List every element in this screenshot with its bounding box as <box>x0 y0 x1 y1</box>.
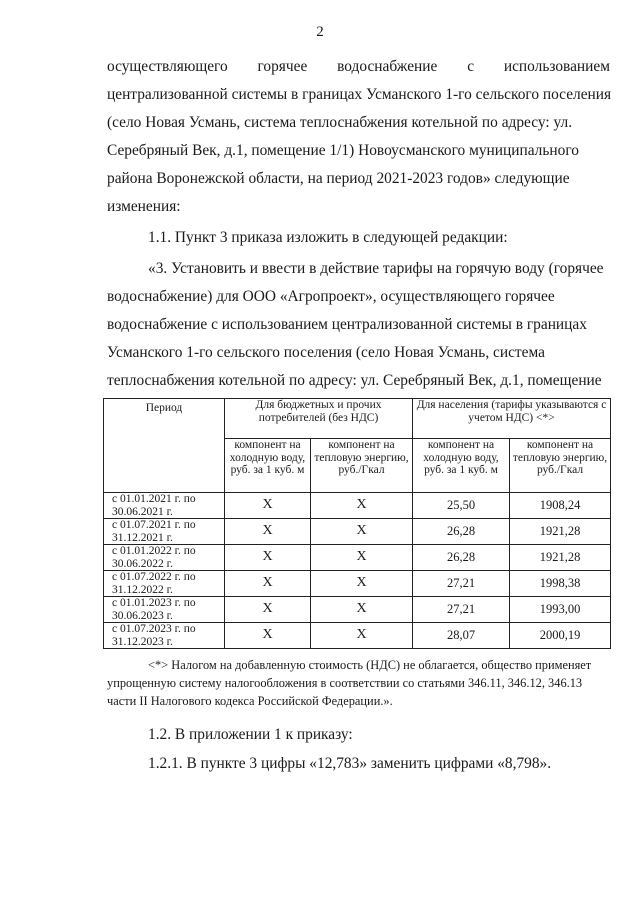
period-cell: с 01.01.2023 г. по 30.06.2023 г. <box>104 597 225 623</box>
intro-line-4: Серебряный Век, д.1, помещение 1/1) Новоусманского муниципального <box>107 142 579 159</box>
item-1-2-1: 1.2.1. В пункте 3 цифры «12,783» заменить цифрами «8,798». <box>148 755 552 772</box>
period-cell: с 01.07.2022 г. по 31.12.2022 г. <box>104 571 225 597</box>
period-cell: с 01.01.2021 г. по 30.06.2021 г. <box>104 493 225 519</box>
population-cold-cell: 28,07 <box>413 623 510 649</box>
budget-heat-cell: Х <box>311 571 413 597</box>
budget-cold-cell: Х <box>225 493 311 519</box>
intro-line-6: изменения: <box>107 198 181 215</box>
budget-cold-cell: Х <box>225 623 311 649</box>
intro-line-1-word: горячее <box>257 58 308 75</box>
intro-line-5: района Воронежской области, на период 2021-2023 годов» следующие <box>107 170 570 187</box>
budget-heat-cell: Х <box>311 519 413 545</box>
budget-cold-cell: Х <box>225 597 311 623</box>
page-number: 2 <box>316 24 324 40</box>
budget-cold-cell: Х <box>225 545 311 571</box>
budget-heat-cell: Х <box>311 623 413 649</box>
population-heat-cell: 1998,38 <box>510 571 611 597</box>
intro-line-3: (село Новая Усмань, система теплоснабжения котельной по адресу: ул. <box>107 114 573 131</box>
header-budget-cold-water: компонент на холодную воду, руб. за 1 куб. м <box>225 439 311 493</box>
population-cold-cell: 26,28 <box>413 545 510 571</box>
table-row <box>104 623 611 649</box>
table-row <box>104 519 611 545</box>
header-budget-group: Для бюджетных и прочих потребителей (без НДС) <box>225 399 413 439</box>
header-budget-heat-energy: компонент на тепловую энергию, руб./Гкал <box>311 439 413 493</box>
population-heat-cell: 1908,24 <box>510 493 611 519</box>
intro-line-1-word: водоснабжение <box>337 58 438 75</box>
item-1-1: 1.1. Пункт 3 приказа изложить в следующей редакции: <box>148 229 508 246</box>
tariff-table <box>103 398 611 649</box>
quote-line-4: Усманского 1-го сельского поселения (село Новая Усмань, система <box>107 344 545 361</box>
population-cold-cell: 25,50 <box>413 493 510 519</box>
quote-line-5: теплоснабжения котельной по адресу: ул. Серебряный Век, д.1, помещение <box>107 372 602 389</box>
quote-line-3: водоснабжение с использованием централизованной системы в границах <box>107 316 587 333</box>
period-cell: с 01.07.2023 г. по 31.12.2023 г. <box>104 623 225 649</box>
period-cell: с 01.07.2021 г. по 31.12.2021 г. <box>104 519 225 545</box>
header-population-group: Для населения (тарифы указываются с учетом НДС) <*> <box>413 399 611 439</box>
population-heat-cell: 1921,28 <box>510 545 611 571</box>
footnote-line-1: <*> Налогом на добавленную стоимость (НДС) не облагается, общество применяет <box>148 658 592 672</box>
header-period: Период <box>104 399 225 493</box>
population-heat-cell: 1921,28 <box>510 519 611 545</box>
item-1-2: 1.2. В приложении 1 к приказу: <box>148 726 353 743</box>
intro-line-1-word: осуществляющего <box>107 58 228 75</box>
population-heat-cell: 1993,00 <box>510 597 611 623</box>
table-row <box>104 571 611 597</box>
quote-line-2: водоснабжение) для ООО «Агропроект», осуществляющего горячее <box>107 288 555 305</box>
budget-heat-cell: Х <box>311 545 413 571</box>
header-population-cold-water: компонент на холодную воду, руб. за 1 куб. м <box>413 439 510 493</box>
intro-line-1 <box>107 57 610 77</box>
budget-cold-cell: Х <box>225 571 311 597</box>
population-heat-cell: 2000,19 <box>510 623 611 649</box>
budget-heat-cell: Х <box>311 597 413 623</box>
intro-line-2: централизованной системы в границах Усманского 1-го сельского поселения <box>107 86 612 103</box>
table-row <box>104 545 611 571</box>
budget-cold-cell: Х <box>225 519 311 545</box>
intro-line-1-word: с <box>467 58 475 75</box>
footnote-line-2: упрощенную систему налогообложения в соответствии со статьями 346.11, 346.12, 346.13 <box>107 676 583 690</box>
quote-line-1: «3. Установить и ввести в действие тарифы на горячую воду (горячее <box>148 260 604 277</box>
budget-heat-cell: Х <box>311 493 413 519</box>
table-row <box>104 493 611 519</box>
population-cold-cell: 27,21 <box>413 597 510 623</box>
header-population-heat-energy: компонент на тепловую энергию, руб./Гкал <box>510 439 611 493</box>
table-row <box>104 597 611 623</box>
intro-line-1-word: использованием <box>503 58 610 75</box>
period-cell: с 01.01.2022 г. по 30.06.2022 г. <box>104 545 225 571</box>
population-cold-cell: 26,28 <box>413 519 510 545</box>
population-cold-cell: 27,21 <box>413 571 510 597</box>
footnote-line-3: части II Налогового кодекса Российской Федерации.». <box>107 694 393 708</box>
